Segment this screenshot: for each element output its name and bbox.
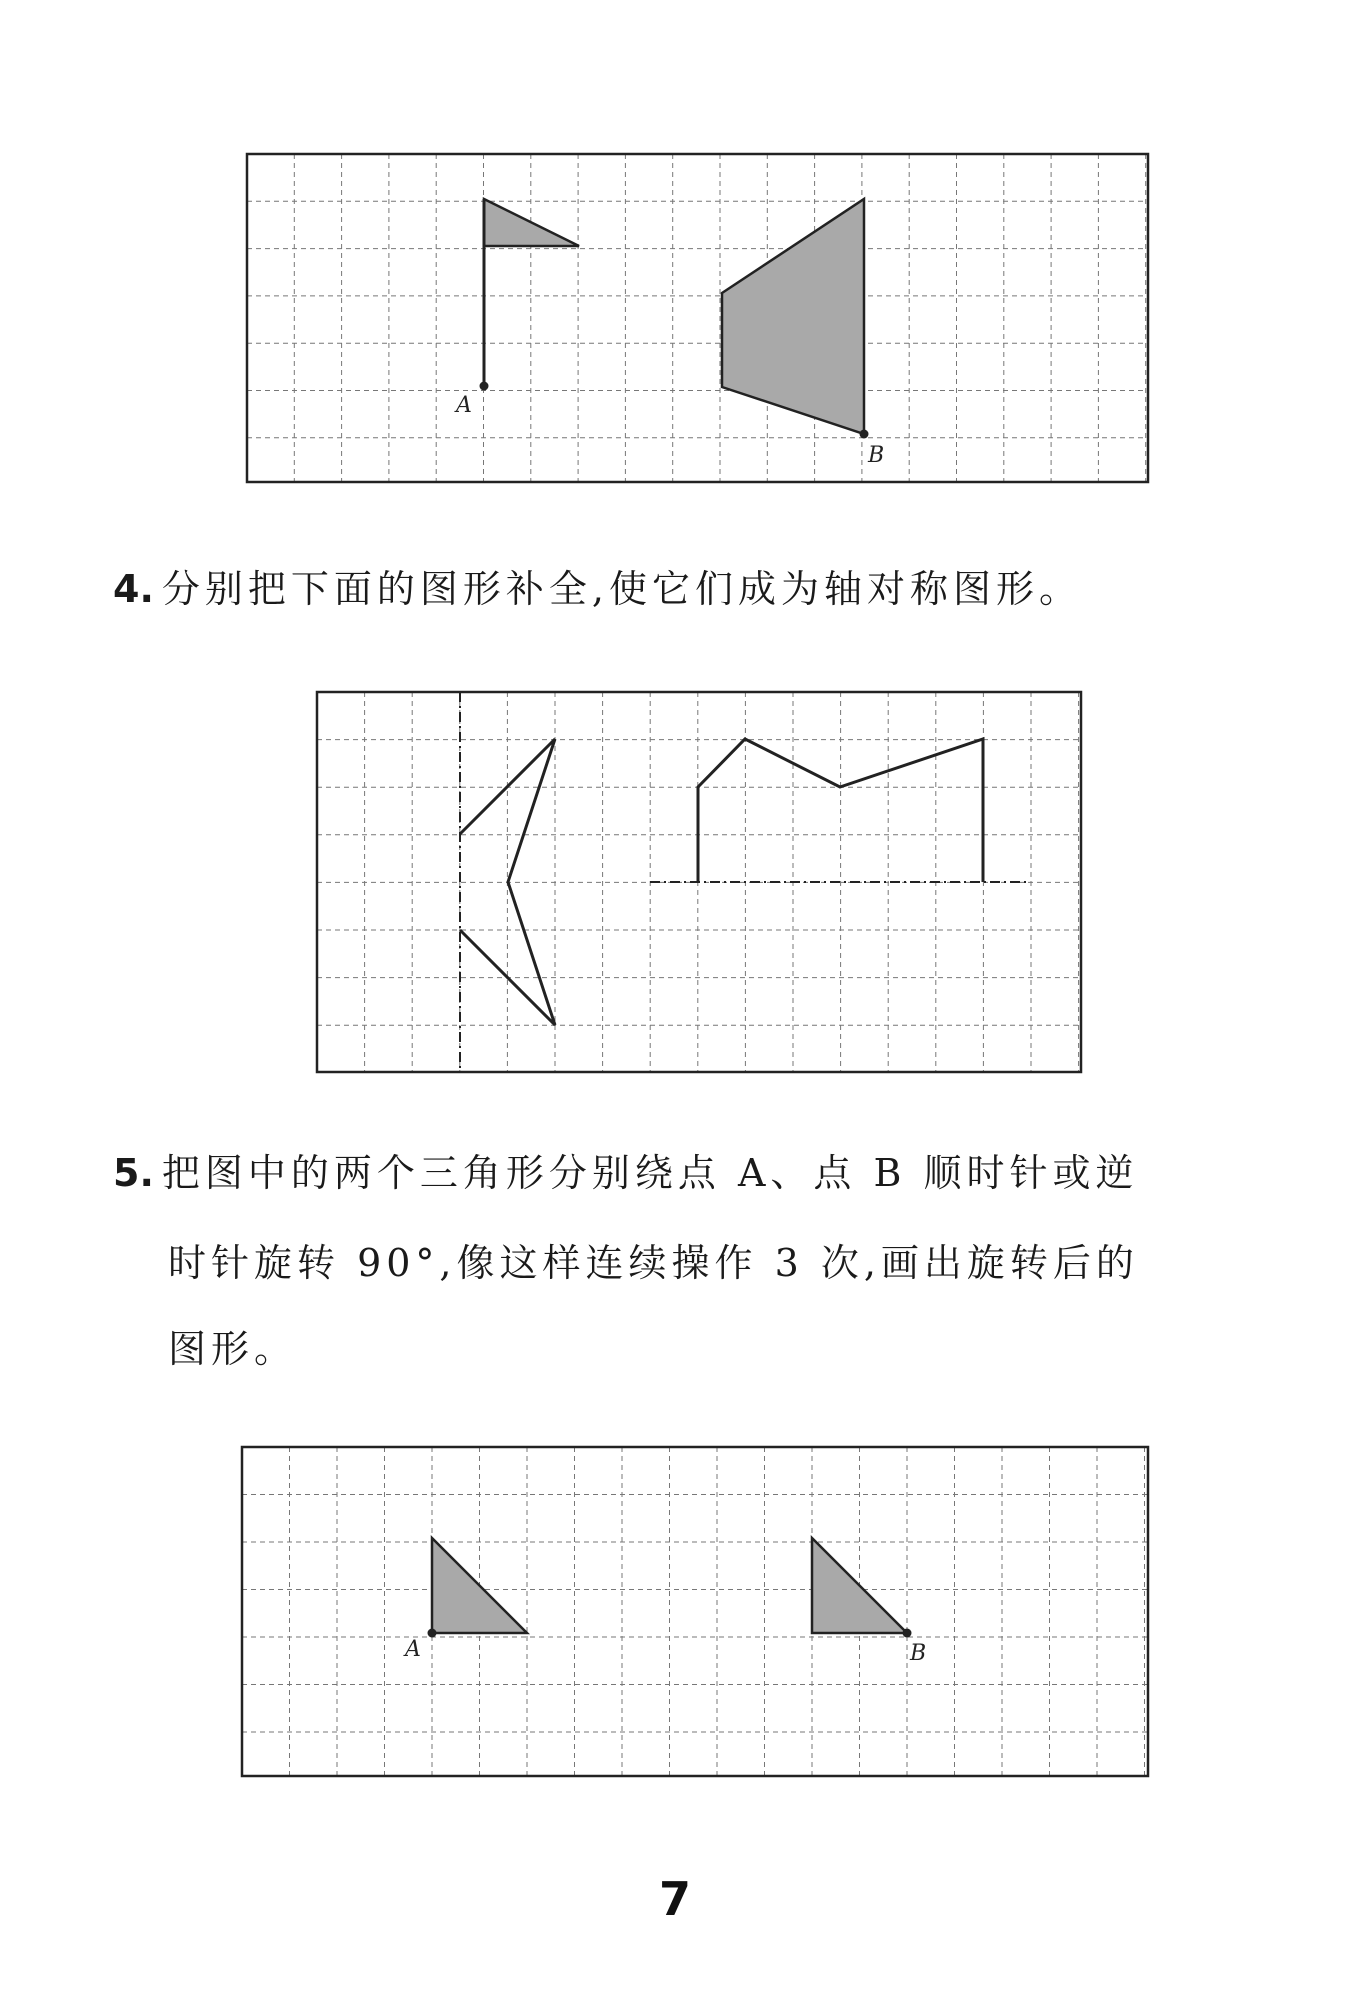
trapezoid-shape — [722, 199, 864, 434]
grid-lines — [247, 154, 1148, 482]
point-b-label: B — [910, 1641, 927, 1666]
question-5-line3-row — [168, 1327, 298, 1371]
point-b-label: B — [868, 443, 885, 468]
question-5-line1: 把图中的两个三角形分别绕点 A、点 B 顺时针或逆 — [161, 1151, 1139, 1195]
question-5-line2: 时针旋转 90°,像这样连续操作 3 次,画出旋转后的 — [168, 1241, 1139, 1285]
question-4-text: 分别把下面的图形补全,使它们成为轴对称图形。 — [161, 567, 1082, 611]
grid-border — [242, 1447, 1148, 1776]
grid-figure-rotation — [240, 1445, 1150, 1778]
grid-border — [247, 154, 1148, 482]
triangle-at-a — [432, 1538, 527, 1633]
point-a-dot — [480, 382, 489, 391]
question-4-number: 4. — [113, 567, 154, 611]
point-a-label: A — [456, 393, 472, 418]
question-5 — [113, 1151, 1139, 1195]
point-b-dot — [860, 430, 869, 439]
point-a-dot — [428, 1629, 437, 1638]
point-a-label: A — [405, 1637, 421, 1662]
grid-figure-symmetry — [315, 690, 1083, 1074]
triangle-at-b — [812, 1538, 907, 1633]
grid-lines — [242, 1447, 1148, 1776]
flag-triangle — [484, 199, 579, 246]
grid-figure-flag-trapezoid — [245, 152, 1150, 484]
point-b-dot — [903, 1629, 912, 1638]
question-5-number: 5. — [113, 1151, 154, 1195]
question-4 — [113, 567, 1082, 611]
page-number: 7 — [658, 1872, 691, 1926]
question-5-line2-row — [168, 1241, 1139, 1285]
question-5-line3: 图形。 — [168, 1327, 298, 1371]
